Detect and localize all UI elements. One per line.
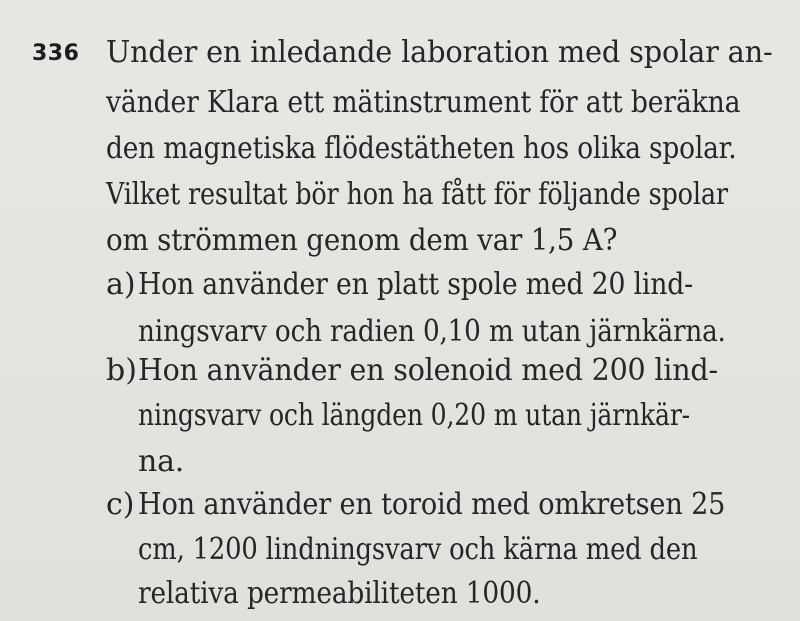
intro-line: om strömmen genom dem var 1,5 A? bbox=[106, 223, 618, 258]
part-b-line: na. bbox=[138, 444, 185, 479]
part-c-line: relativa permeabiliteten 1000. bbox=[138, 576, 541, 611]
part-c-line: Hon använder en toroid med omkretsen 25 bbox=[138, 487, 726, 522]
intro-line: vänder Klara ett mätinstrument för att beräkna bbox=[106, 85, 741, 120]
intro-line: den magnetiska flödestätheten hos olika spolar. bbox=[106, 131, 737, 166]
part-a-line: Hon använder en platt spole med 20 lind- bbox=[138, 267, 693, 302]
part-b-line: ningsvarv och längden 0,20 m utan järnkär- bbox=[138, 398, 690, 433]
intro-line: Under en inledande laboration med spolar an- bbox=[106, 35, 773, 70]
part-c-line: cm, 1200 lindningsvarv och kärna med den bbox=[138, 532, 698, 567]
intro-line: Vilket resultat bör hon ha fått för följande spolar bbox=[106, 177, 728, 212]
part-b-label: b) bbox=[106, 353, 137, 388]
part-c-label: c) bbox=[106, 487, 135, 522]
problem-number: 336 bbox=[32, 41, 80, 66]
part-a-line: ningsvarv och radien 0,10 m utan järnkärna. bbox=[138, 314, 726, 349]
part-b-line: Hon använder en solenoid med 200 lind- bbox=[138, 353, 718, 388]
part-a-label: a) bbox=[106, 267, 136, 302]
